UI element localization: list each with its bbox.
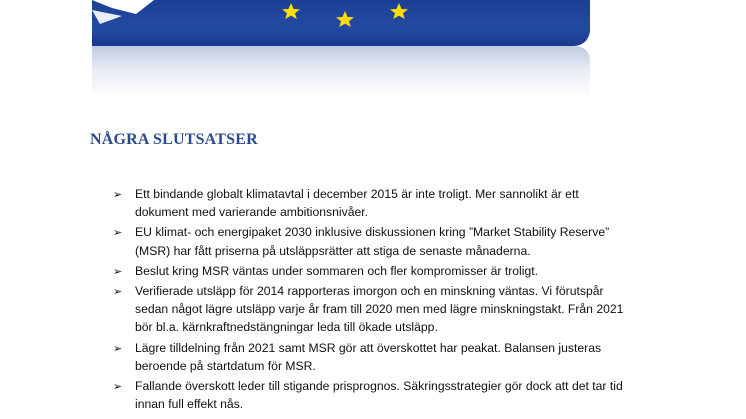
list-item bbox=[113, 339, 673, 375]
list-item-line: Ett bindande globalt klimatavtal i december 2015 är inte troligt. Mer sannolikt är ett bbox=[135, 187, 579, 201]
arrow-bullet-icon: ➢ bbox=[113, 342, 123, 355]
eu-flag-star-icon bbox=[278, 2, 304, 20]
eu-flag-star-icon bbox=[386, 2, 412, 20]
list-item bbox=[113, 282, 673, 337]
list-item-line: innan full effekt nås. bbox=[135, 397, 244, 412]
section-heading: NÅGRA SLUTSATSER bbox=[90, 131, 258, 148]
arrow-bullet-icon: ➢ bbox=[113, 189, 123, 201]
list-item bbox=[113, 185, 673, 221]
list-item-line: Fallande överskott leder till stigande prisprognos. Säkringsstrategier gör dock att det tar tid bbox=[135, 379, 623, 394]
list-item-line: (MSR) har fått priserna på utsläppsrätter att stiga de senaste månaderna. bbox=[135, 243, 531, 258]
list-item bbox=[113, 223, 673, 259]
list-item-line: Lägre tilldelning från 2021 samt MSR gör att överskottet har peakat. Balansen justeras bbox=[135, 340, 602, 355]
list-item bbox=[113, 262, 673, 280]
banner-reflection bbox=[92, 46, 590, 98]
arrow-bullet-icon: ➢ bbox=[113, 286, 123, 299]
arrow-bullet-icon: ➢ bbox=[113, 381, 123, 394]
list-item-line: Beslut kring MSR väntas under sommaren och fler kompromisser är troligt. bbox=[135, 263, 539, 278]
list-item-line: bör bl.a. kärnkraftnedstängningar leda till ökade utsläpp. bbox=[135, 320, 438, 335]
eu-flag-banner bbox=[92, 0, 590, 46]
conclusions-list bbox=[113, 185, 673, 415]
banner-white-swoosh bbox=[92, 0, 172, 46]
list-item-line: sedan något lägre utsläpp varje år fram till 2020 men med lägre minskningstakt. Från 2021 bbox=[135, 302, 624, 317]
arrow-bullet-icon: ➢ bbox=[113, 265, 123, 278]
list-item bbox=[113, 377, 673, 413]
list-item-line: Verifierade utsläpp för 2014 rapporteras imorgon och en minskning väntas. Vi förutspår bbox=[135, 284, 604, 299]
eu-flag-star-icon bbox=[332, 10, 358, 28]
list-item-line: dokument med varierande ambitionsnivåer. bbox=[135, 205, 369, 220]
arrow-bullet-icon: ➢ bbox=[113, 227, 123, 240]
list-item-line: EU klimat- och energipaket 2030 inklusive diskussionen kring ”Market Stability Reserve” bbox=[135, 225, 610, 240]
list-item-line: beroende på startdatum för MSR. bbox=[135, 358, 316, 373]
